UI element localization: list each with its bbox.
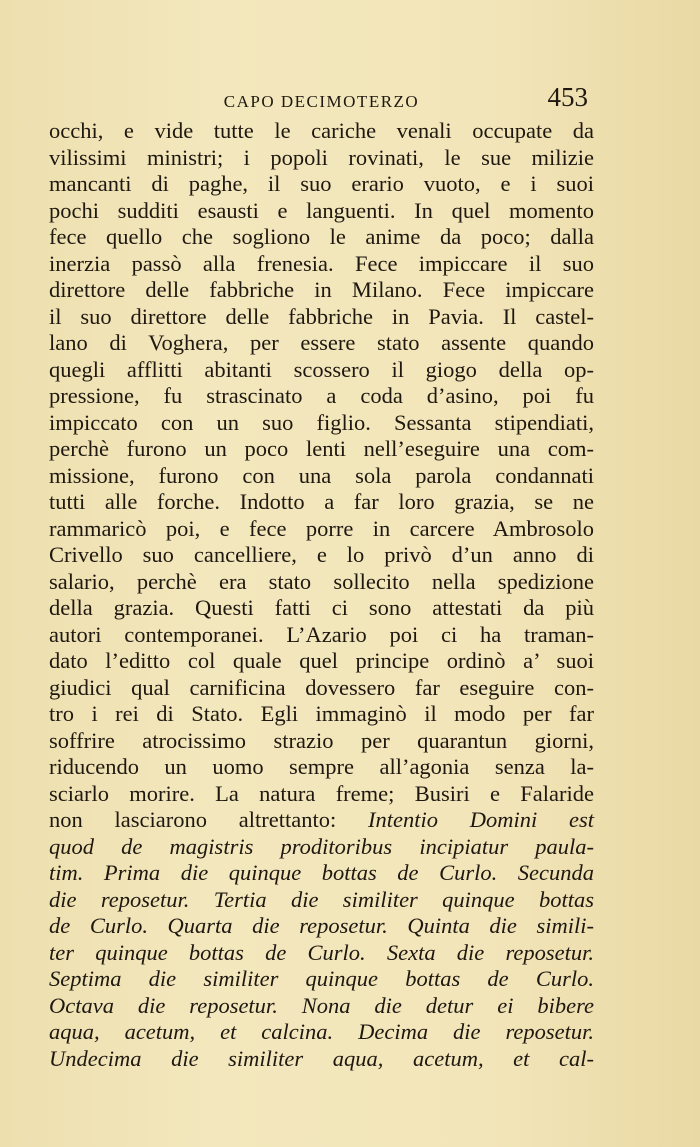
line-text: della grazia. Questi fatti ci sono attestati da più [49,595,594,620]
latin-quote-text: Septima die similiter quinque bottas de Curlo. [49,966,594,991]
text-line [49,410,594,437]
line-text: perchè furono un poco lenti nell’eseguire una com- [49,436,594,461]
latin-quote-text: Undecima die similiter aqua, acetum, et cal- [49,1045,594,1071]
body-text [49,118,594,1072]
text-line [49,145,594,172]
text-line [49,516,594,543]
text-line [49,357,594,384]
line-text: missione, furono con una sola parola condannati [49,462,594,488]
text-line [49,118,594,145]
text-line [49,754,594,781]
latin-quote-text: aqua, acetum, et calcina. Decima die reposetur. [49,1019,594,1044]
text-line [49,304,594,331]
line-text: mancanti di paghe, il suo erario vuoto, e i suoi [49,171,594,196]
text-line [49,383,594,410]
text-line [49,1019,594,1046]
line-text: lano di Voghera, per essere stato assente quando [49,330,594,355]
text-line [49,171,594,198]
line-text: occhi, e vide tutte le cariche venali occupate da [49,118,594,143]
text-line [49,436,594,463]
text-line [49,728,594,755]
text-line [49,675,594,702]
latin-quote-text: quod de magistris proditoribus incipiatur paula- [49,833,594,859]
line-text: sciarlo morire. La natura freme; Busiri e Falaride [49,780,594,806]
text-line [49,781,594,808]
page-number: 453 [547,82,588,112]
running-head: CAPO DECIMOTERZO [223,92,420,111]
line-text: vilissimi ministri; i popoli rovinati, le sue milizie [49,144,594,170]
text-line [49,701,594,728]
text-line [49,887,594,914]
text-line [49,860,594,887]
text-line [49,569,594,596]
line-text: dato l’editto col quale quel principe ordinò a’ suoi [49,648,594,673]
line-text: salario, perchè era stato sollecito nella spedizione [49,568,594,594]
line-text: rammaricò poi, e fece porre in carcere Ambrosolo [49,515,594,541]
latin-quote-text: ter quinque bottas de Curlo. Sexta die reposetur. [49,939,594,965]
latin-quote-text: de Curlo. Quarta die reposetur. Quinta die simili- [49,913,594,938]
text-line [49,966,594,993]
latin-quote-text: tim. Prima die quinque bottas de Curlo. Secunda [49,860,594,885]
line-text: impiccato con un suo figlio. Sessanta stipendiati, [49,409,594,435]
text-line [49,198,594,225]
latin-quote-text: die reposetur. Tertia die similiter quinque bottas [49,886,594,912]
latin-quote-text: Octava die reposetur. Nona die detur ei bibere [49,992,594,1018]
line-text: Crivello suo cancelliere, e lo privò d’un anno di [49,542,594,567]
text-line [49,542,594,569]
line-text: riducendo un uomo sempre all’agonia senza la- [49,754,594,779]
line-text: tro i rei di Stato. Egli immaginò il modo per far [49,701,594,726]
text-line [49,913,594,940]
text-line [49,489,594,516]
line-text: inerzia passò alla frenesia. Fece impiccare il suo [49,250,594,276]
text-line [49,595,594,622]
line-text: autori contemporanei. L’Azario poi ci ha traman- [49,621,594,647]
line-text: direttore delle fabbriche in Milano. Fece impiccare [49,277,594,302]
line-text: pochi sudditi esausti e languenti. In quel momento [49,197,594,223]
line-text: il suo direttore delle fabbriche in Pavia. Il castel- [49,303,594,329]
line-text: fece quello che sogliono le anime da poco; dalla [49,224,594,249]
text-line [49,463,594,490]
text-line [49,834,594,861]
text-line [49,224,594,251]
text-line [49,330,594,357]
page-header [49,82,594,118]
text-line [49,993,594,1020]
line-text: quegli afflitti abitanti scossero il giogo della op- [49,356,594,382]
text-line [49,622,594,649]
text-line [49,1046,594,1073]
line-text: tutti alle forche. Indotto a far loro grazia, se ne [49,489,594,514]
latin-quote-text: Intentio Domini est [367,807,594,832]
text-line [49,648,594,675]
text-line [49,251,594,278]
line-text: soffrire atrocissimo strazio per quarantun giorni, [49,727,594,753]
text-line [49,277,594,304]
line-text: pressione, fu strascinato a coda d’asino, poi fu [49,383,594,408]
line-text: giudici qual carnificina dovessero far eseguire con- [49,674,594,700]
text-line [49,807,594,834]
text-line [49,940,594,967]
line-text: non lasciarono altrettanto: [49,807,368,832]
